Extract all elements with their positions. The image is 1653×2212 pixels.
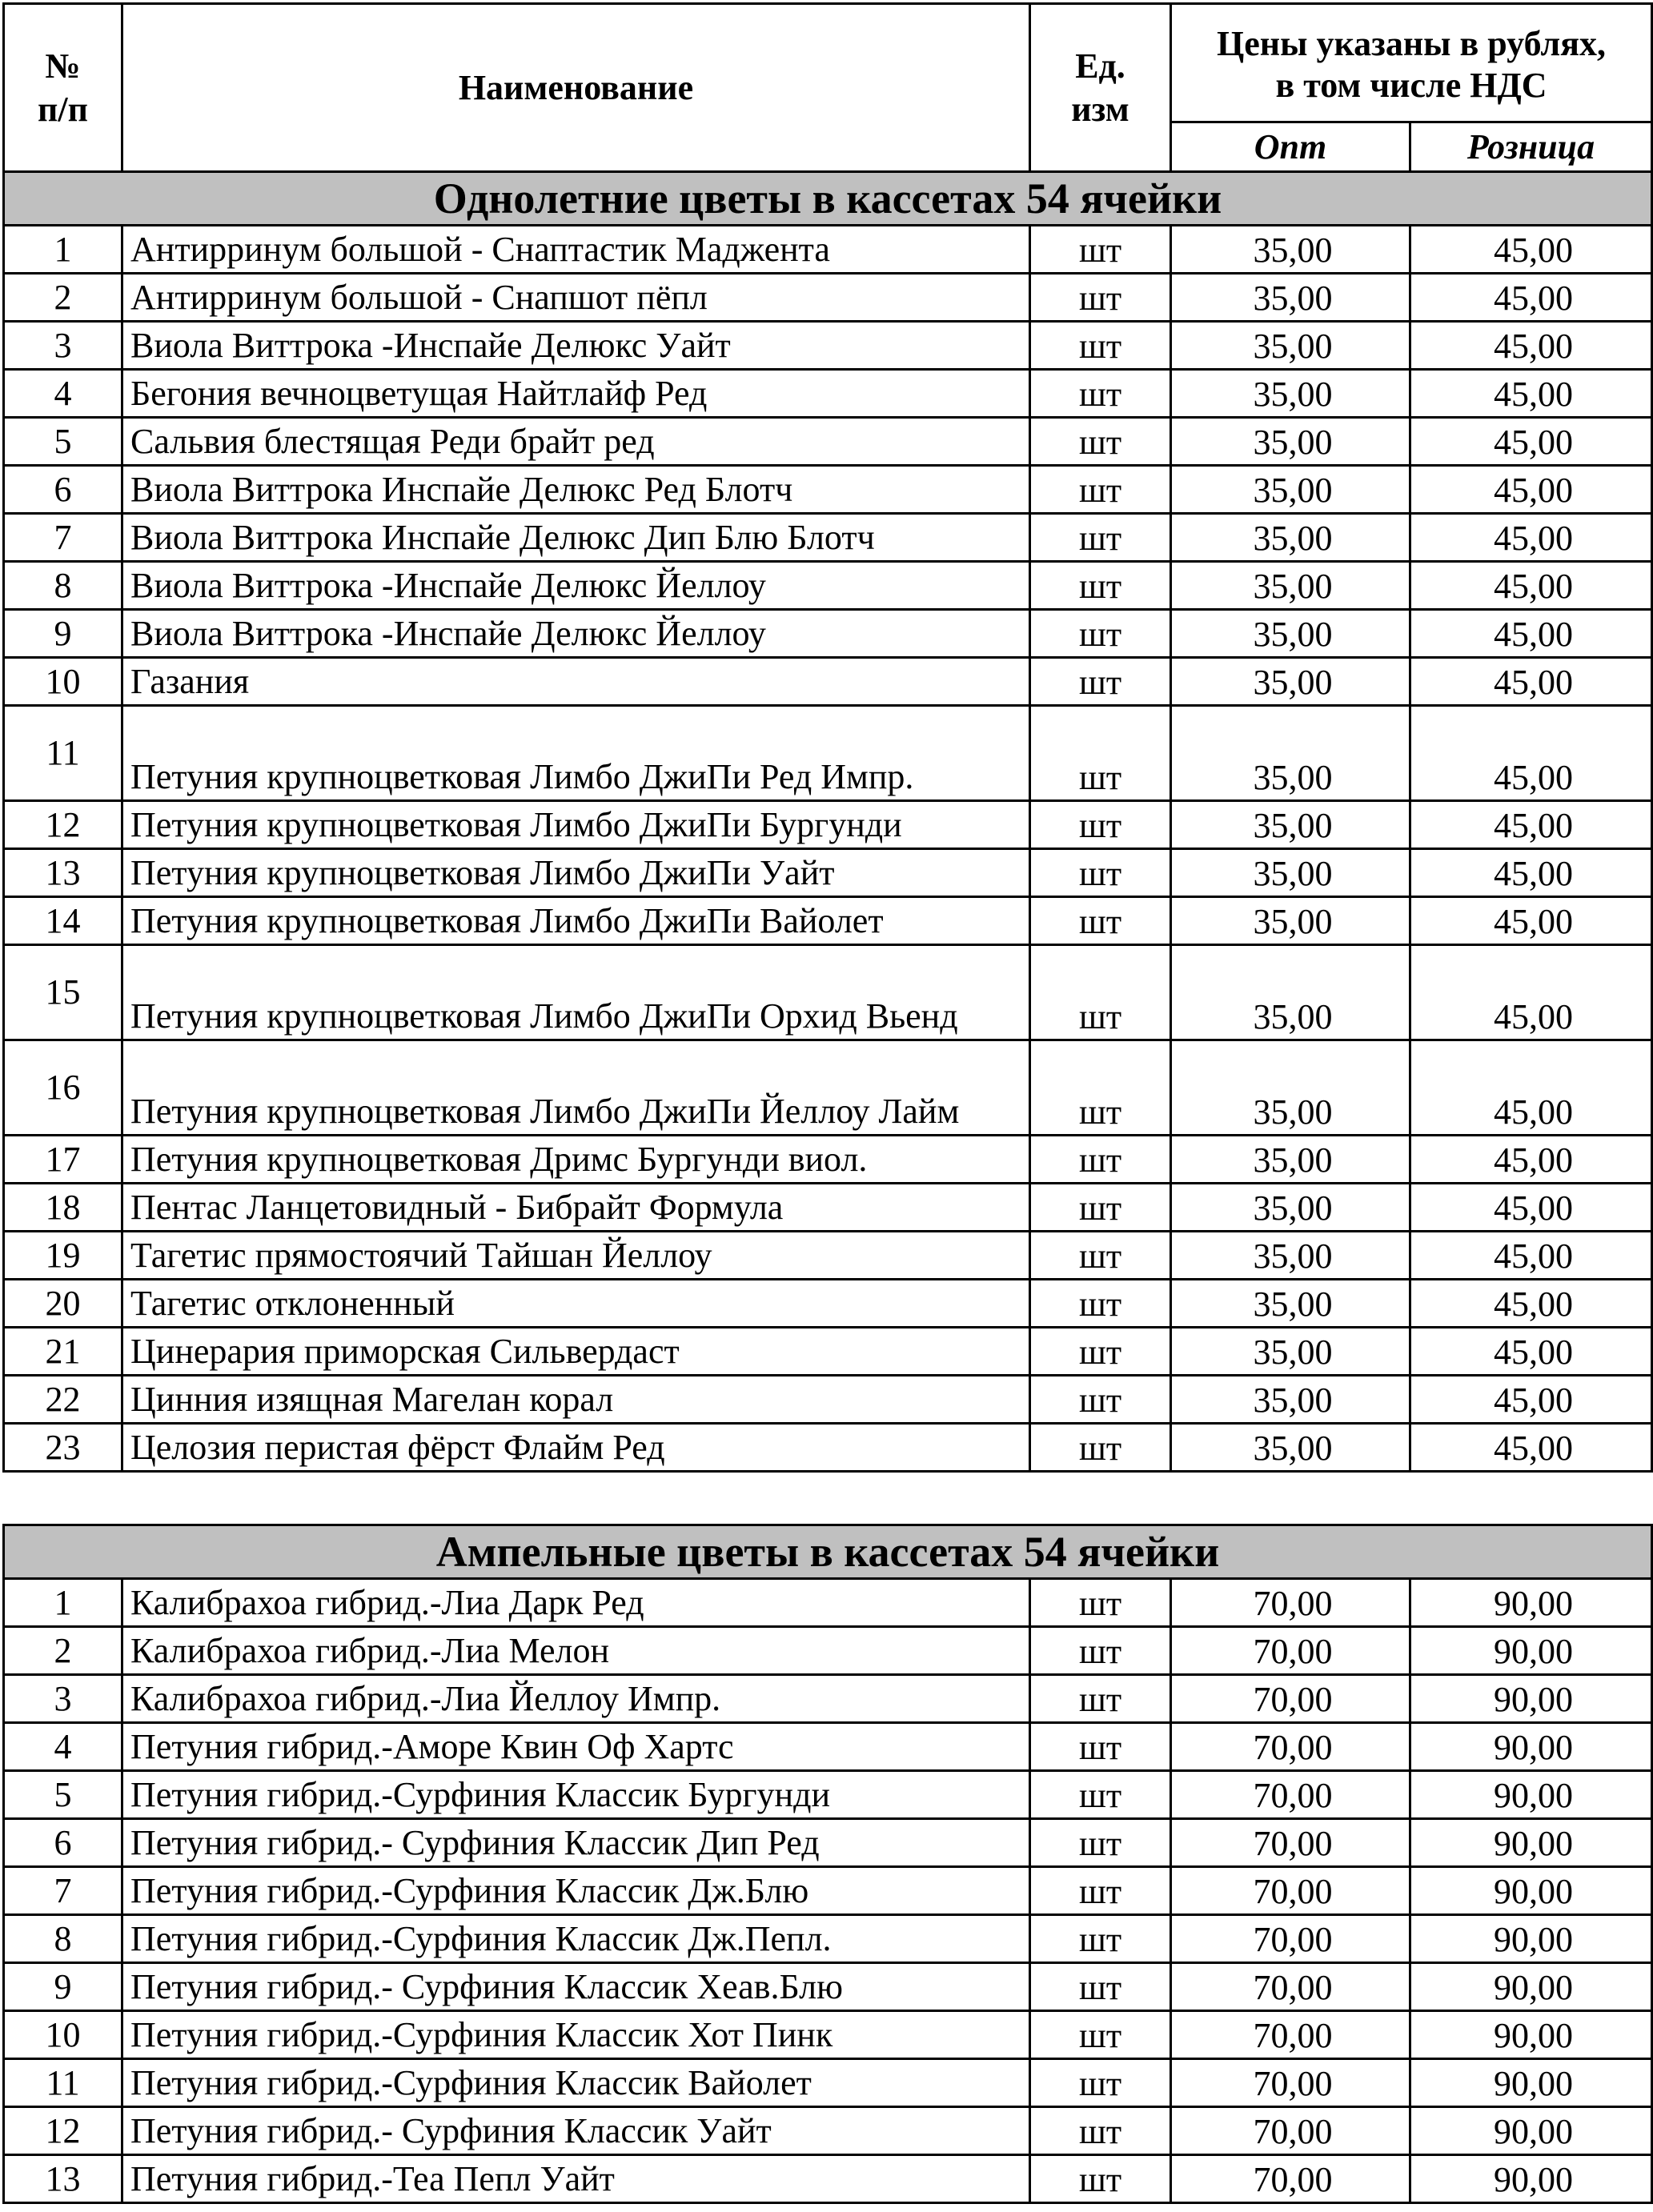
table-row: [4, 897, 1652, 945]
row-number: 3: [4, 322, 122, 370]
wholesale-price: 35,00: [1171, 849, 1410, 897]
wholesale-price: 70,00: [1171, 1627, 1410, 1675]
row-number: 1: [4, 226, 122, 274]
retail-price: 45,00: [1410, 610, 1652, 658]
wholesale-price: 35,00: [1171, 562, 1410, 610]
section-title-row: [4, 172, 1652, 226]
unit-cell: шт: [1030, 1328, 1171, 1376]
retail-price: 90,00: [1410, 1675, 1652, 1723]
retail-price: 45,00: [1410, 1136, 1652, 1184]
table-row: [4, 1280, 1652, 1328]
product-name: Виола Виттрока Инспайе Делюкс Дип Блю Блотч: [122, 514, 1030, 562]
wholesale-price: 35,00: [1171, 610, 1410, 658]
row-number: 4: [4, 1723, 122, 1771]
wholesale-price: 35,00: [1171, 370, 1410, 418]
wholesale-price: 70,00: [1171, 1867, 1410, 1915]
wholesale-price: 35,00: [1171, 1136, 1410, 1184]
retail-price: 45,00: [1410, 1184, 1652, 1232]
retail-price: 45,00: [1410, 945, 1652, 1040]
wholesale-price: 35,00: [1171, 322, 1410, 370]
unit-cell: шт: [1030, 1579, 1171, 1627]
table-row: [4, 322, 1652, 370]
product-name: Петуния крупноцветковая Лимбо ДжиПи Ред Импр.: [122, 706, 1030, 801]
row-number: 17: [4, 1136, 122, 1184]
unit-cell: шт: [1030, 1280, 1171, 1328]
retail-price: 45,00: [1410, 562, 1652, 610]
table-row: [4, 514, 1652, 562]
row-number: 6: [4, 1819, 122, 1867]
retail-price: 90,00: [1410, 1963, 1652, 2011]
row-number: 2: [4, 1627, 122, 1675]
unit-cell: шт: [1030, 1184, 1171, 1232]
retail-price: 45,00: [1410, 1328, 1652, 1376]
wholesale-price: 35,00: [1171, 801, 1410, 849]
wholesale-price: 70,00: [1171, 2107, 1410, 2155]
price-table-ampel: [2, 1524, 1653, 2204]
row-number: 10: [4, 658, 122, 706]
row-number: 7: [4, 514, 122, 562]
unit-cell: шт: [1030, 1675, 1171, 1723]
row-number: 4: [4, 370, 122, 418]
row-number: 20: [4, 1280, 122, 1328]
product-name: Петуния гибрид.-Теа Пепл Уайт: [122, 2155, 1030, 2203]
table-row: [4, 706, 1652, 801]
retail-price: 90,00: [1410, 1771, 1652, 1819]
section-title: Ампельные цветы в кассетах 54 ячейки: [4, 1525, 1652, 1579]
table-row: [4, 1771, 1652, 1819]
product-name: Калибрахоа гибрид.-Лиа Дарк Ред: [122, 1579, 1030, 1627]
retail-price: 90,00: [1410, 1819, 1652, 1867]
table-row: [4, 1232, 1652, 1280]
retail-price: 45,00: [1410, 1280, 1652, 1328]
product-name: Виола Виттрока Инспайе Делюкс Ред Блотч: [122, 466, 1030, 514]
row-number: 22: [4, 1376, 122, 1424]
unit-cell: шт: [1030, 1232, 1171, 1280]
row-number: 11: [4, 2059, 122, 2107]
product-name: Калибрахоа гибрид.-Лиа Йеллоу Импр.: [122, 1675, 1030, 1723]
row-number: 2: [4, 274, 122, 322]
product-name: Тагетис прямостоячий Тайшан Йеллоу: [122, 1232, 1030, 1280]
unit-cell: шт: [1030, 610, 1171, 658]
wholesale-price: 70,00: [1171, 2059, 1410, 2107]
row-number: 13: [4, 849, 122, 897]
table-row: [4, 849, 1652, 897]
unit-cell: шт: [1030, 1376, 1171, 1424]
product-name: Петуния крупноцветковая Лимбо ДжиПи Орхид Вьенд: [122, 945, 1030, 1040]
unit-cell: шт: [1030, 274, 1171, 322]
wholesale-price: 70,00: [1171, 1915, 1410, 1963]
product-name: Цинния изящная Магелан корал: [122, 1376, 1030, 1424]
table-row: [4, 2155, 1652, 2203]
table-row: [4, 1915, 1652, 1963]
wholesale-price: 70,00: [1171, 2011, 1410, 2059]
unit-cell: шт: [1030, 2059, 1171, 2107]
table-row: [4, 370, 1652, 418]
unit-cell: шт: [1030, 370, 1171, 418]
table-row: [4, 945, 1652, 1040]
prices-column-header: Цены указаны в рублях, в том числе НДС: [1171, 4, 1652, 122]
product-name: Петуния крупноцветковая Лимбо ДжиПи Йеллоу Лайм: [122, 1040, 1030, 1136]
product-name: Петуния крупноцветковая Лимбо ДжиПи Уайт: [122, 849, 1030, 897]
unit-cell: шт: [1030, 1771, 1171, 1819]
retail-price: 90,00: [1410, 2155, 1652, 2203]
row-number: 1: [4, 1579, 122, 1627]
unit-cell: шт: [1030, 1040, 1171, 1136]
unit-cell: шт: [1030, 658, 1171, 706]
table-row: [4, 801, 1652, 849]
row-number: 21: [4, 1328, 122, 1376]
unit-cell: шт: [1030, 1867, 1171, 1915]
num-column-header: № п/п: [4, 4, 122, 172]
retail-price: 90,00: [1410, 1867, 1652, 1915]
product-name: Тагетис отклоненный: [122, 1280, 1030, 1328]
wholesale-price: 70,00: [1171, 2155, 1410, 2203]
unit-cell: шт: [1030, 1819, 1171, 1867]
table-row: [4, 610, 1652, 658]
table-row: [4, 562, 1652, 610]
retail-price: 45,00: [1410, 1040, 1652, 1136]
unit-cell: шт: [1030, 945, 1171, 1040]
retail-price: 90,00: [1410, 1579, 1652, 1627]
unit-cell: шт: [1030, 1915, 1171, 1963]
row-number: 15: [4, 945, 122, 1040]
retail-price: 45,00: [1410, 1376, 1652, 1424]
retail-price: 90,00: [1410, 1915, 1652, 1963]
product-name: Петуния крупноцветковая Лимбо ДжиПи Вайолет: [122, 897, 1030, 945]
wholesale-price: 35,00: [1171, 1328, 1410, 1376]
product-name: Виола Виттрока -Инспайе Делюкс Йеллоу: [122, 610, 1030, 658]
wholesale-price: 35,00: [1171, 1232, 1410, 1280]
row-number: 10: [4, 2011, 122, 2059]
unit-cell: шт: [1030, 2107, 1171, 2155]
row-number: 14: [4, 897, 122, 945]
wholesale-price: 35,00: [1171, 1040, 1410, 1136]
product-name: Петуния гибрид.-Сурфиния Классик Дж.Блю: [122, 1867, 1030, 1915]
row-number: 7: [4, 1867, 122, 1915]
row-number: 13: [4, 2155, 122, 2203]
table-row: [4, 1675, 1652, 1723]
product-name: Петуния гибрид.-Аморе Квин Оф Хартс: [122, 1723, 1030, 1771]
table-row: [4, 226, 1652, 274]
product-name: Петуния гибрид.- Сурфиния Классик Дип Ред: [122, 1819, 1030, 1867]
unit-cell: шт: [1030, 2011, 1171, 2059]
product-name: Виола Виттрока -Инспайе Делюкс Уайт: [122, 322, 1030, 370]
product-name: Бегония вечноцветущая Найтлайф Ред: [122, 370, 1030, 418]
table-row: [4, 466, 1652, 514]
wholesale-price: 35,00: [1171, 658, 1410, 706]
table-row: [4, 2011, 1652, 2059]
row-number: 5: [4, 418, 122, 466]
product-name: Цинерария приморская Сильвердаст: [122, 1328, 1030, 1376]
unit-cell: шт: [1030, 897, 1171, 945]
retail-price: 90,00: [1410, 2059, 1652, 2107]
product-name: Петуния гибрид.-Сурфиния Классик Хот Пинк: [122, 2011, 1030, 2059]
retail-price: 45,00: [1410, 370, 1652, 418]
table-row: [4, 1579, 1652, 1627]
product-name: Петуния крупноцветковая Дримс Бургунди виол.: [122, 1136, 1030, 1184]
table-row: [4, 274, 1652, 322]
retail-price: 45,00: [1410, 322, 1652, 370]
retail-price: 90,00: [1410, 2011, 1652, 2059]
unit-cell: шт: [1030, 322, 1171, 370]
wholesale-price: 70,00: [1171, 1675, 1410, 1723]
table-row: [4, 1328, 1652, 1376]
product-name: Петуния крупноцветковая Лимбо ДжиПи Бургунди: [122, 801, 1030, 849]
table-row: [4, 1867, 1652, 1915]
unit-cell: шт: [1030, 1136, 1171, 1184]
table-row: [4, 1040, 1652, 1136]
retail-price: 45,00: [1410, 897, 1652, 945]
product-name: Антирринум большой - Снаптастик Маджента: [122, 226, 1030, 274]
retail-price: 45,00: [1410, 1424, 1652, 1472]
product-name: Петуния гибрид.- Сурфиния Классик Уайт: [122, 2107, 1030, 2155]
unit-cell: шт: [1030, 1963, 1171, 2011]
retail-column-header: Розница: [1410, 122, 1652, 172]
unit-cell: шт: [1030, 1424, 1171, 1472]
wholesale-price: 35,00: [1171, 226, 1410, 274]
row-number: 8: [4, 562, 122, 610]
row-number: 9: [4, 610, 122, 658]
row-number: 11: [4, 706, 122, 801]
unit-cell: шт: [1030, 2155, 1171, 2203]
product-name: Целозия перистая фёрст Флайм Ред: [122, 1424, 1030, 1472]
retail-price: 45,00: [1410, 658, 1652, 706]
unit-cell: шт: [1030, 418, 1171, 466]
row-number: 23: [4, 1424, 122, 1472]
product-name: Калибрахоа гибрид.-Лиа Мелон: [122, 1627, 1030, 1675]
product-name: Петуния гибрид.- Сурфиния Классик Хеав.Блю: [122, 1963, 1030, 2011]
product-name: Газания: [122, 658, 1030, 706]
wholesale-price: 35,00: [1171, 514, 1410, 562]
section-title: Однолетние цветы в кассетах 54 ячейки: [4, 172, 1652, 226]
row-number: 16: [4, 1040, 122, 1136]
product-name: Пентас Ланцетовидный - Бибрайт Формула: [122, 1184, 1030, 1232]
table-row: [4, 2059, 1652, 2107]
unit-cell: шт: [1030, 466, 1171, 514]
wholesale-price: 35,00: [1171, 897, 1410, 945]
table-row: [4, 418, 1652, 466]
retail-price: 90,00: [1410, 1627, 1652, 1675]
table-row: [4, 1723, 1652, 1771]
wholesale-price: 35,00: [1171, 945, 1410, 1040]
retail-price: 45,00: [1410, 514, 1652, 562]
unit-cell: шт: [1030, 706, 1171, 801]
wholesale-price: 70,00: [1171, 1771, 1410, 1819]
product-name: Петуния гибрид.-Сурфиния Классик Дж.Пепл.: [122, 1915, 1030, 1963]
unit-cell: шт: [1030, 801, 1171, 849]
wholesale-price: 35,00: [1171, 1424, 1410, 1472]
table-row: [4, 1963, 1652, 2011]
wholesale-price: 35,00: [1171, 1376, 1410, 1424]
name-column-header: Наименование: [122, 4, 1030, 172]
unit-cell: шт: [1030, 849, 1171, 897]
opt-column-header: Опт: [1171, 122, 1410, 172]
wholesale-price: 70,00: [1171, 1819, 1410, 1867]
retail-price: 45,00: [1410, 274, 1652, 322]
unit-cell: шт: [1030, 1627, 1171, 1675]
header-row: [4, 4, 1652, 122]
row-number: 8: [4, 1915, 122, 1963]
table-row: [4, 1424, 1652, 1472]
retail-price: 45,00: [1410, 466, 1652, 514]
retail-price: 45,00: [1410, 418, 1652, 466]
wholesale-price: 35,00: [1171, 1184, 1410, 1232]
row-number: 18: [4, 1184, 122, 1232]
row-number: 12: [4, 2107, 122, 2155]
table-row: [4, 1819, 1652, 1867]
row-number: 3: [4, 1675, 122, 1723]
table-row: [4, 1184, 1652, 1232]
product-name: Виола Виттрока -Инспайе Делюкс Йеллоу: [122, 562, 1030, 610]
wholesale-price: 35,00: [1171, 1280, 1410, 1328]
table-row: [4, 2107, 1652, 2155]
retail-price: 90,00: [1410, 2107, 1652, 2155]
wholesale-price: 70,00: [1171, 1723, 1410, 1771]
unit-cell: шт: [1030, 562, 1171, 610]
unit-cell: шт: [1030, 514, 1171, 562]
wholesale-price: 70,00: [1171, 1579, 1410, 1627]
product-name: Петуния гибрид.-Сурфиния Классик Бургунди: [122, 1771, 1030, 1819]
section-title-row: [4, 1525, 1652, 1579]
price-table-annuals: [2, 2, 1653, 1473]
wholesale-price: 35,00: [1171, 274, 1410, 322]
table-row: [4, 1376, 1652, 1424]
product-name: Антирринум большой - Снапшот пёпл: [122, 274, 1030, 322]
row-number: 6: [4, 466, 122, 514]
product-name: Сальвия блестящая Реди брайт ред: [122, 418, 1030, 466]
table-row: [4, 658, 1652, 706]
row-number: 12: [4, 801, 122, 849]
unit-column-header: Ед. изм: [1030, 4, 1171, 172]
retail-price: 45,00: [1410, 849, 1652, 897]
row-number: 19: [4, 1232, 122, 1280]
row-number: 5: [4, 1771, 122, 1819]
retail-price: 90,00: [1410, 1723, 1652, 1771]
product-name: Петуния гибрид.-Сурфиния Классик Вайолет: [122, 2059, 1030, 2107]
wholesale-price: 70,00: [1171, 1963, 1410, 2011]
row-number: 9: [4, 1963, 122, 2011]
wholesale-price: 35,00: [1171, 466, 1410, 514]
unit-cell: шт: [1030, 1723, 1171, 1771]
retail-price: 45,00: [1410, 226, 1652, 274]
wholesale-price: 35,00: [1171, 418, 1410, 466]
retail-price: 45,00: [1410, 1232, 1652, 1280]
table-row: [4, 1627, 1652, 1675]
wholesale-price: 35,00: [1171, 706, 1410, 801]
retail-price: 45,00: [1410, 706, 1652, 801]
retail-price: 45,00: [1410, 801, 1652, 849]
table-row: [4, 1136, 1652, 1184]
unit-cell: шт: [1030, 226, 1171, 274]
